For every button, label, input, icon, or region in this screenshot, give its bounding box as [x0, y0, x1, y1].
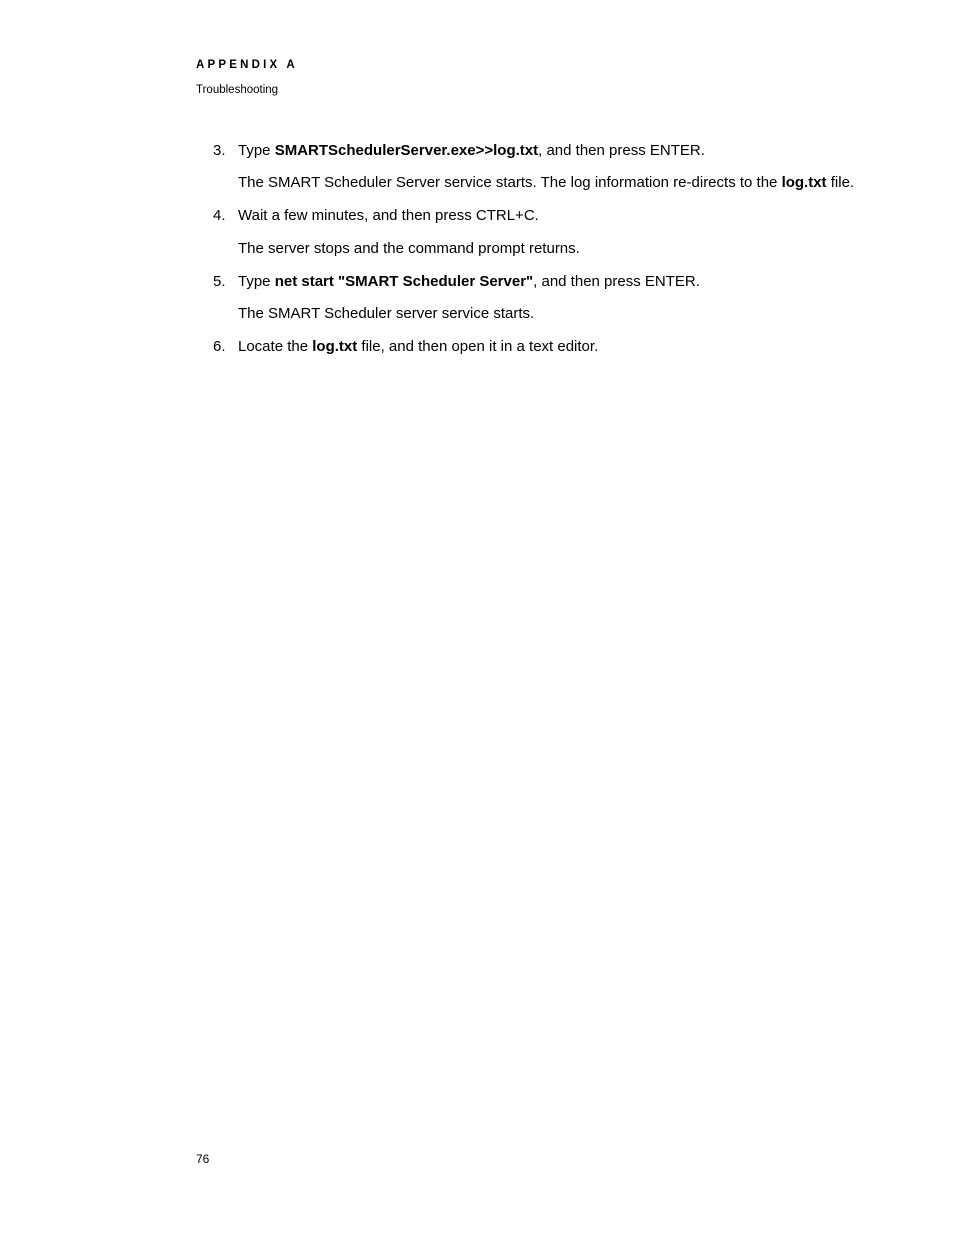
step-5-text: Type net start "SMART Scheduler Server", and then press ENTER.	[238, 273, 700, 290]
step-number: 5.	[213, 273, 226, 290]
step-4-result: The server stops and the command prompt returns.	[238, 240, 580, 257]
step-3-text: Type SMARTSchedulerServer.exe>>log.txt, and then press ENTER.	[238, 142, 705, 159]
filename-text: log.txt	[312, 338, 358, 355]
step-3-result: The SMART Scheduler Server service starts. The log information re-directs to the log.txt file.	[238, 174, 855, 191]
step-number: 6.	[213, 338, 226, 355]
step-number: 4.	[213, 207, 226, 224]
page-number: 76	[196, 1152, 210, 1166]
section-title: Troubleshooting	[196, 84, 279, 96]
step-5-result: The SMART Scheduler server service starts.	[238, 305, 535, 322]
appendix-label: APPENDIX A	[196, 59, 298, 71]
command-text: SMARTSchedulerServer.exe>>log.txt	[274, 142, 539, 159]
page-header	[196, 58, 298, 97]
filename-text: log.txt	[781, 174, 827, 191]
step-number: 3.	[213, 142, 226, 159]
step-4-text: Wait a few minutes, and then press CTRL+C.	[238, 207, 539, 224]
step-6-text: Locate the log.txt file, and then open it in a text editor.	[238, 338, 599, 355]
command-text: net start "SMART Scheduler Server"	[274, 273, 534, 290]
